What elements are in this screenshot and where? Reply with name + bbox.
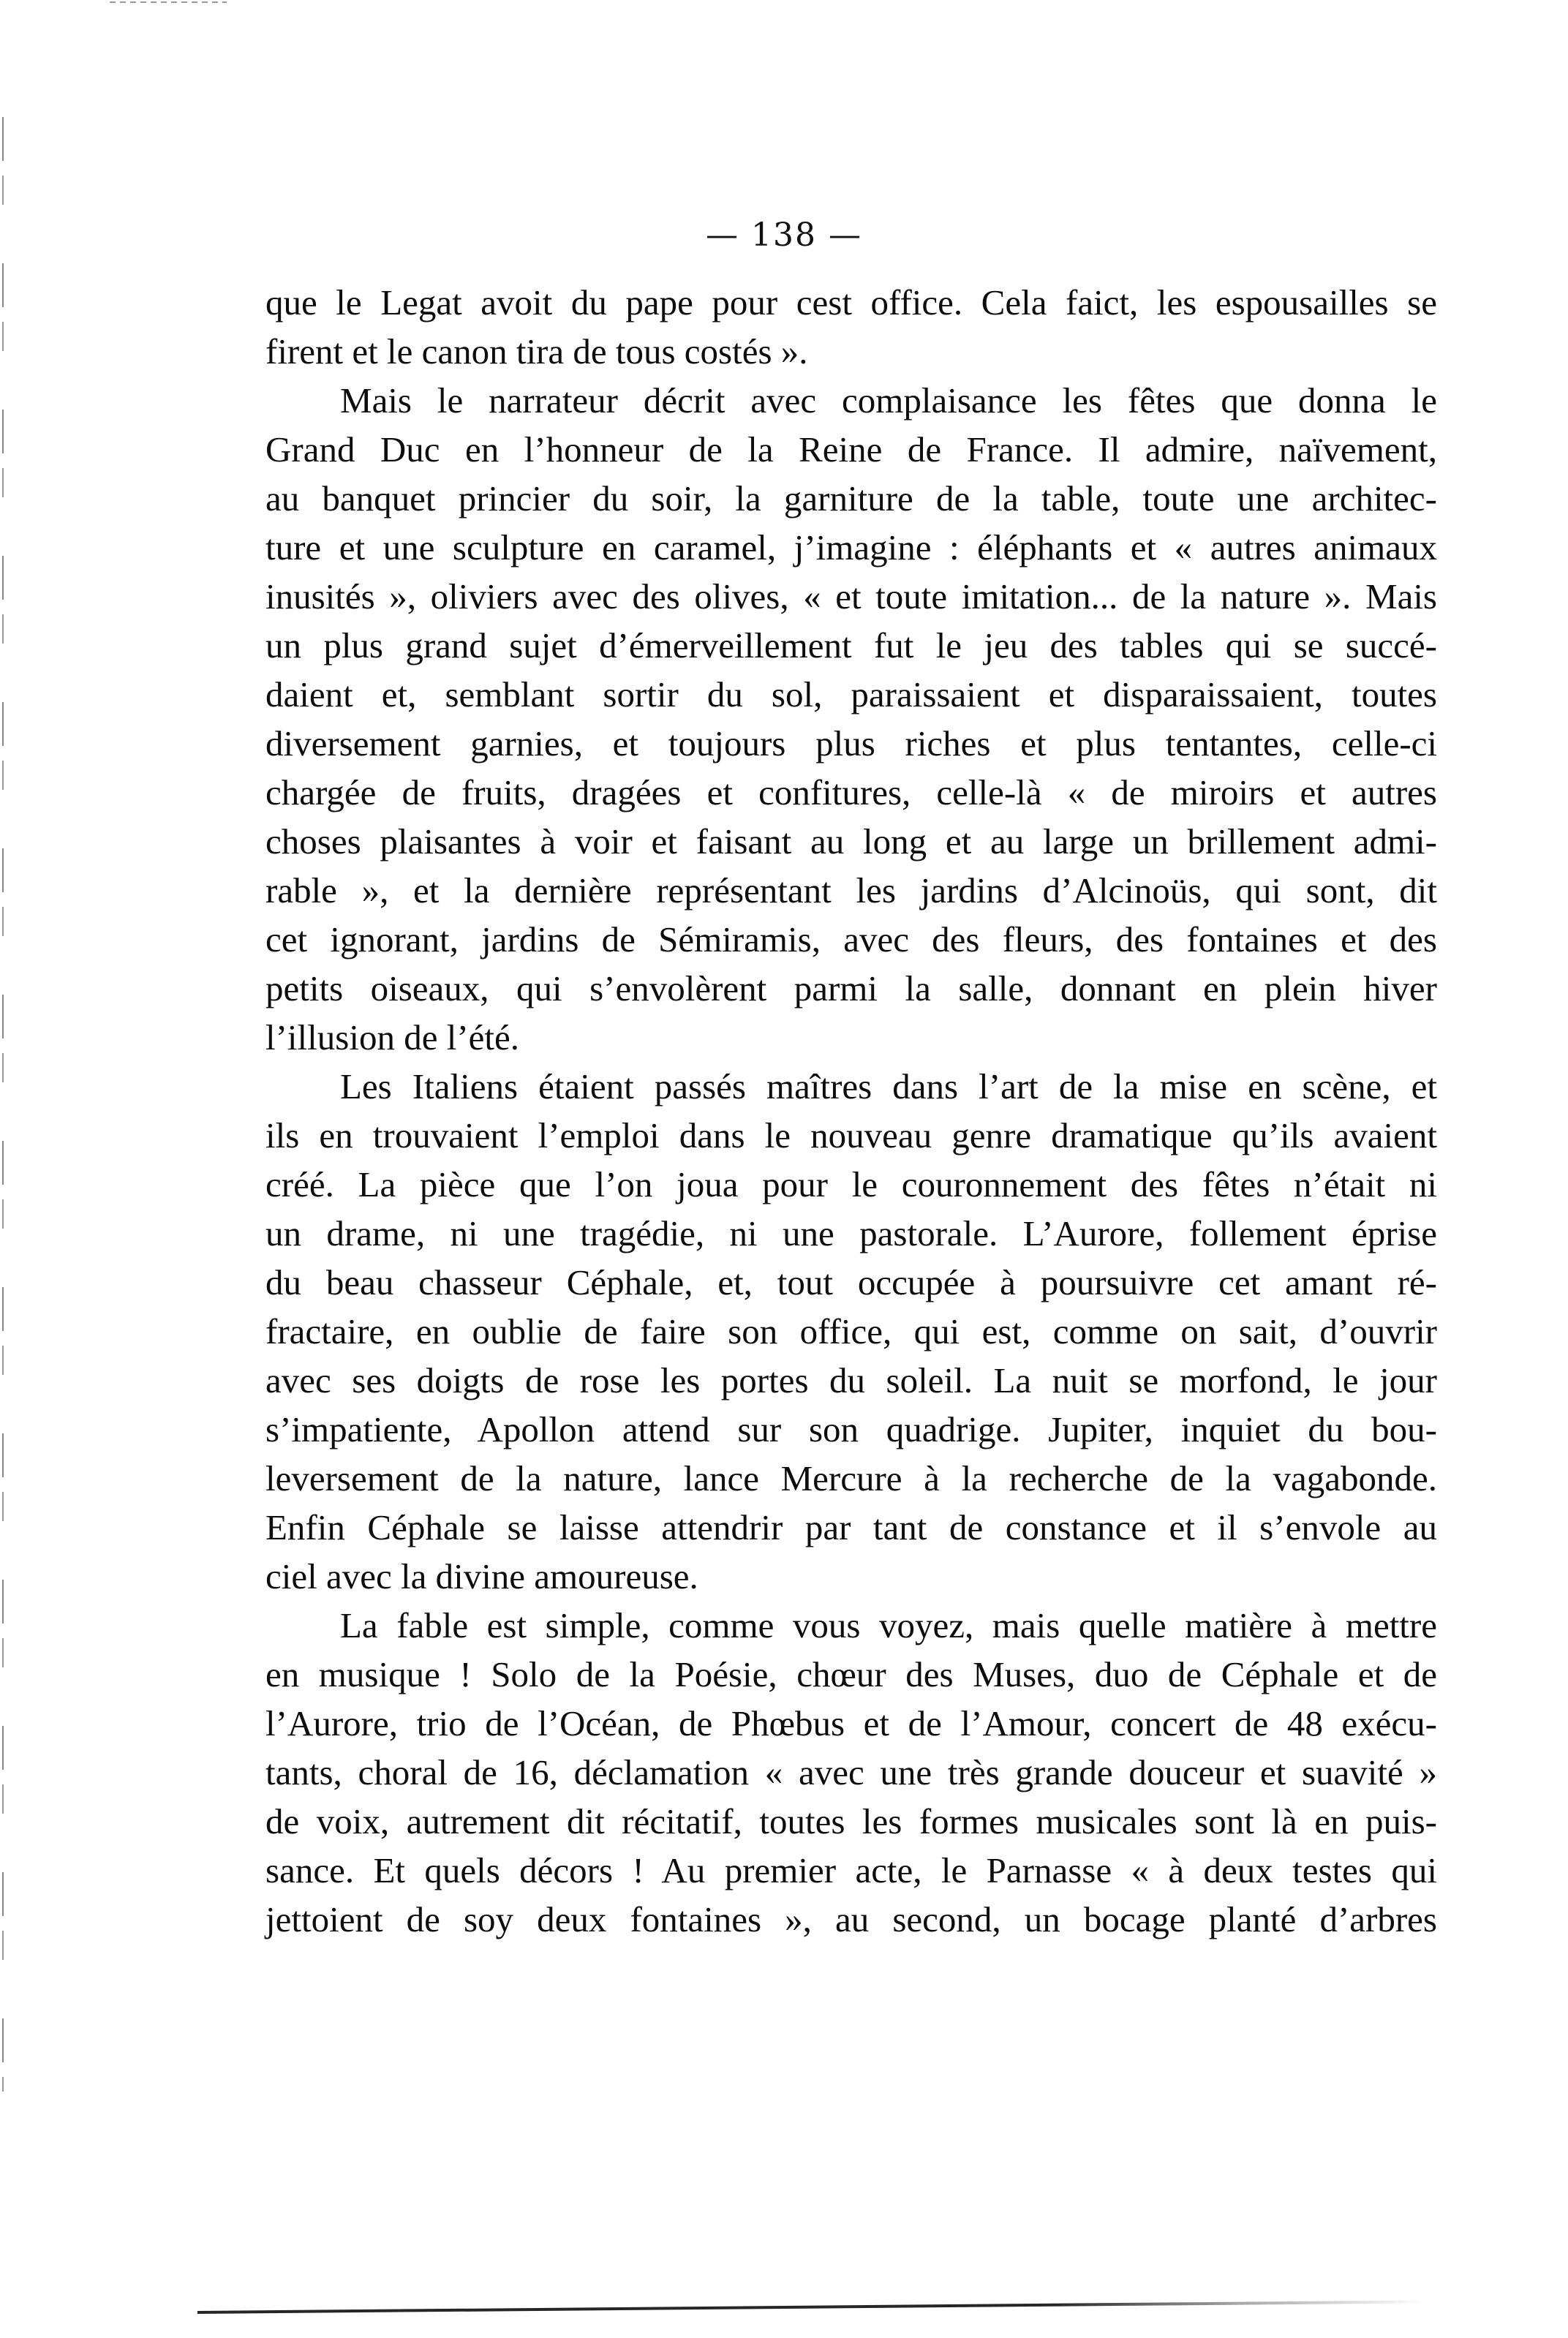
text-line: diversement garnies, et toujours plus riches et plus tentantes, celle-ci — [265, 723, 1437, 763]
page-number: — 138 — — [706, 216, 862, 254]
text-line: chargée de fruits, dragées et confitures, celle-là « de miroirs et autres — [265, 772, 1437, 812]
text-line: en musique ! Solo de la Poésie, chœur des Muses, duo de Céphale et de — [265, 1654, 1437, 1694]
body-text — [265, 278, 1437, 1944]
text-line: du beau chasseur Céphale, et, tout occupée à poursuivre cet amant ré- — [265, 1262, 1437, 1302]
paragraph — [265, 278, 1437, 376]
text-line: sance. Et quels décors ! Au premier acte, le Parnasse « à deux testes qui — [265, 1850, 1437, 1890]
text-line: Grand Duc en l’honneur de la Reine de France. Il admire, naïvement, — [265, 429, 1437, 470]
text-line: l’Aurore, trio de l’Océan, de Phœbus et de l’Amour, concert de 48 exécu- — [265, 1703, 1437, 1743]
text-line: ciel avec la divine amoureuse. — [265, 1556, 698, 1596]
text-line: firent et le canon tira de tous costés ». — [265, 331, 808, 372]
text-line: fractaire, en oublie de faire son office, qui est, comme on sait, d’ouvrir — [265, 1311, 1437, 1351]
text-line: cet ignorant, jardins de Sémiramis, avec des fleurs, des fontaines et des — [265, 919, 1437, 959]
text-line: avec ses doigts de rose les portes du soleil. La nuit se morfond, le jour — [265, 1360, 1437, 1400]
text-line: daient et, semblant sortir du sol, paraissaient et disparaissaient, toutes — [265, 674, 1437, 714]
text-line: ture et une sculpture en caramel, j’imagine : éléphants et « autres animaux — [265, 527, 1437, 567]
text-line: leversement de la nature, lance Mercure à la recherche de la vagabonde. — [265, 1458, 1437, 1498]
text-line: Mais le narrateur décrit avec complaisance les fêtes que donna le — [340, 380, 1437, 421]
text-line: créé. La pièce que l’on joua pour le couronnement des fêtes n’était ni — [265, 1164, 1437, 1204]
scan-artifact-bottom-edge — [197, 2300, 1426, 2314]
text-line: un plus grand sujet d’émerveillement fut le jeu des tables qui se succé- — [265, 625, 1437, 665]
text-line: de voix, autrement dit récitatif, toutes les formes musicales sont là en puis- — [265, 1801, 1437, 1841]
text-line: au banquet princier du soir, la garniture de la table, toute une architec- — [265, 478, 1437, 518]
scan-artifact-left-edge — [2, 117, 4, 2092]
text-line: s’impatiente, Apollon attend sur son quadrige. Jupiter, inquiet du bou- — [265, 1409, 1437, 1449]
text-line: inusités », oliviers avec des olives, « et toute imitation... de la nature ». Mais — [265, 576, 1437, 616]
text-line: jettoient de soy deux fontaines », au second, un bocage planté d’arbres — [265, 1899, 1437, 1939]
text-line: choses plaisantes à voir et faisant au long et au large un brillement admi- — [265, 821, 1437, 861]
text-line: Enfin Céphale se laisse attendrir par tant de constance et il s’envole au — [265, 1507, 1437, 1547]
text-line: La fable est simple, comme vous voyez, mais quelle matière à mettre — [340, 1605, 1437, 1645]
text-line: Les Italiens étaient passés maîtres dans l’art de la mise en scène, et — [340, 1066, 1437, 1106]
text-line: tants, choral de 16, déclamation « avec une très grande douceur et suavité » — [265, 1752, 1437, 1792]
text-line: rable », et la dernière représentant les jardins d’Alcinoüs, qui sont, dit — [265, 870, 1437, 910]
paragraph — [265, 1601, 1437, 1944]
paragraph — [265, 1062, 1437, 1601]
text-line: ils en trouvaient l’emploi dans le nouveau genre dramatique qu’ils avaient — [265, 1115, 1437, 1155]
text-line: l’illusion de l’été. — [265, 1017, 519, 1057]
paragraph — [265, 376, 1437, 1062]
text-line: que le Legat avoit du pape pour cest office. Cela faict, les espousailles se — [265, 282, 1437, 323]
text-line: petits oiseaux, qui s’envolèrent parmi la salle, donnant en plein hiver — [265, 968, 1437, 1008]
text-line: un drame, ni une tragédie, ni une pastorale. L’Aurore, follement éprise — [265, 1213, 1437, 1253]
scan-artifact-top-edge — [110, 1, 227, 3]
